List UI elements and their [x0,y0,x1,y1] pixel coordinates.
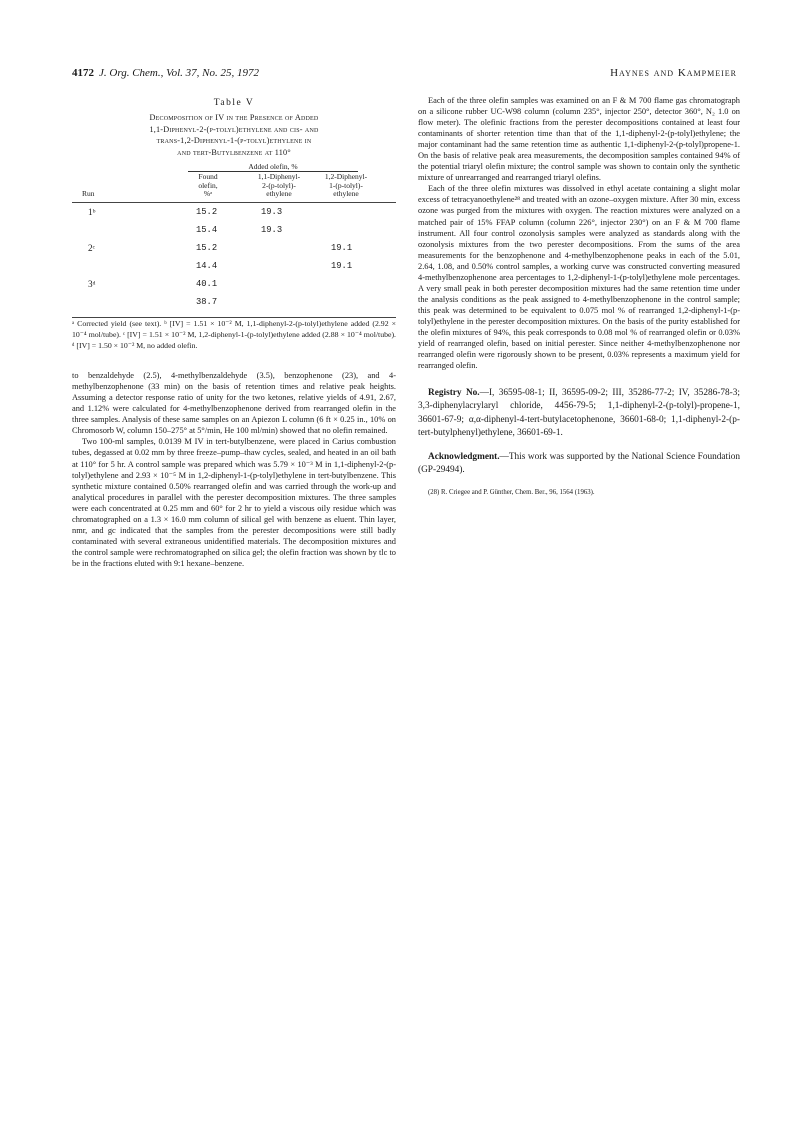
header-line: 1,1-Diphenyl- [257,172,301,182]
header-line: olefin, [198,180,218,190]
table-cell: 38.7 [196,297,218,308]
table-cell: 19.3 [261,207,283,218]
reference-28: (28) R. Criegee and P. Günther, Chem. Ber., 96, 1564 (1963). [428,489,595,497]
header-line: 2-(p-tolyl)- [262,180,296,190]
left-body-text [72,370,396,569]
col-header-found [180,173,236,199]
col-header-b [315,173,377,199]
caption-line: Decomposition of IV in the Presence of Added [149,113,319,122]
table-title: Table V [213,98,255,108]
right-column [418,95,740,498]
table-cell: 40.1 [196,279,218,290]
header-line: 1-(p-tolyl)- [329,180,363,190]
running-authors: Haynes and Kampmeier [610,67,737,79]
caption-line: and tert-Butylbenzene at 110° [177,147,291,157]
acknowledgment-text: —This work was supported by the National Science Foundation (GP-29494). [418,451,740,476]
span-header: Added olefin, % [188,162,358,172]
acknowledgment [418,451,740,477]
registry-text: —I, 36595-08-1; II, 36595-09-2; III, 35286-77-2; IV, 35286-78-3; 3,3-diphenylacrylaryl chloride, 4456-79-5; 1,1-diphenyl-2-(p-tolyl)-propene-1, 36601-67-9; α,α-diphenyl-4-tert-butylacetophenone, 36601-68-0; 1,1-diphenyl-2-(p-tert-butylphenyl)ethylene, 36601-69-1. [418,388,740,438]
paragraph: Each of the three olefin mixtures was dissolved in ethyl acetate containing a slight molar excess of tetracyanoethylene²⁸ and treated with an ozone–oxygen mixture. After 30 min, excess ozone was purged from the mixtures with oxygen. The reaction mixtures were analyzed on a matched pair of 15% FFAP column (column 226°, injector 230°) on an F & M 700 flame instrument. All four control ozonolysis samples were analyzed as standards along with the ozonolysis mixtures from the two perester decompositions. From the sums of the area measurements for the benzophenone and 4-methylbenzophenone peaks in each of the 5.01, 2.64, 1.08, and 0.50% control samples, a working curve was constructed converting measured 4-methylbenzophenone area percentages to 1,2-diphenyl-1-(p-tolyl)ethylene mole percentages. A very small peak in both perester decomposition mixtures had the same retention time under the analysis conditions as the peak assigned to 4-methylbenzophenone in the control sample; this peak was determined to be equivalent to 0.075 mol % of rearranged 1,2-diphenyl-1-(p-tolyl)ethylene in the perester decomposition mixtures. On the basis of the purity established for the olefin mixtures of 94%, this peak corresponds to 0.08 mol % of rearranged olefin or 0.03% yield of rearranged olefin, based on initial perester. Since neither 4-methylbenzophenone nor rearranged olefin were rigorously shown to be present, 0.03% represents a maximum yield for rearranged olefin. [418,184,740,371]
table-cell: 19.1 [331,261,353,272]
table-cell: 19.1 [331,243,353,254]
table-cell: 19.3 [261,225,283,236]
right-body-text [418,95,740,371]
registry-numbers [418,387,740,440]
page-header [72,67,737,83]
header-line: ethylene [333,189,359,199]
header-line: %ᵃ [203,189,213,199]
caption-line: trans-1,2-Diphenyl-1-(p-tolyl)ethylene in [156,136,312,146]
table-end-rule [72,317,396,318]
header-line: 1,2-Diphenyl- [324,172,368,182]
journal-citation: J. Org. Chem., Vol. 37, No. 25, 1972 [99,67,260,79]
table-cell: 2ᶜ [88,243,95,254]
table-cell: 1ᵇ [88,207,96,218]
table-cell: 15.2 [196,207,218,218]
table-cell: 3ᵈ [88,279,96,290]
page-number: 4172 [72,67,94,79]
col-header-a [248,173,310,199]
acknowledgment-label: Acknowledgment. [428,451,500,462]
table-cell: 15.4 [196,225,218,236]
header-line: Found [198,172,218,182]
paragraph: Two 100-ml samples, 0.0139 M IV in tert-butylbenzene, were placed in Carius combustion tubes, degassed at 0.02 mm by three freeze–pump–thaw cycles, sealed, and heated in an oil bath at 110° for 5 hr. A control sample was prepared which was 5.79 × 10⁻³ M in 1,1-diphenyl-2-(p-tolyl)ethylene and 2.93 × 10⁻⁵ M in 1,2-diphenyl-1-(p-tolyl)ethylene in tert-butylbenzene. This synthetic mixture contained 0.50% rearranged olefin and was carried through the work-up and analytical procedures in parallel with the perester decomposition mixtures. The three samples were each concentrated at 0.25 mm and 60° for 2 hr to yield a viscous oily residue which was chromatographed on a 1.3 × 16.0 mm column of silical gel with benzene as eluent. Thin layer, nmr, and gc indicated that the samples from the perester decompositions were still badly contaminated with several extraneous unidentified materials. The decomposition mixtures and the control sample were rechromatographed on silica gel; the olefin fraction was shown by tlc to be in the fractions eluted with 9:1 hexane–benzene. [72,437,396,568]
paragraph: to benzaldehyde (2.5), 4-methylbenzaldehyde (3.5), benzophenone (23), and 4-methylbenzophenone (33 min) on the basis of retention times and relative peak heights. Assuming a detector response ratio of unity for the two ketones, relative yields of 4.91, 2.67, and 1.12% were calculated for 4-methylbenzophenone derived from rearranged olefin in the three samples. Analysis of these same samples on an Apiezon L column (6 ft × 0.25 in., 10% on Chromosorb W, column 150–275° at 5°/min, He 100 ml/min) showed that no olefin remained. [72,371,396,436]
col-header-run: Run [82,189,95,199]
table-cell: 14.4 [196,261,218,272]
header-line: ethylene [266,189,292,199]
paragraph: Each of the three olefin samples was examined on an F & M 700 flame gas chromatograph on a silicone rubber UC-W98 column (column 235°, injector 250°, detector 360°, N₂ 1.0 on flow meter). The olefinic fractions from the perester decompositions contained at least four contaminants of shorter retention time than that of the 1,1-diphenyl-2-(p-tolyl)ethylene; the major contaminant had the same retention time as authentic 1,1-diphenyl-2-(p-tolyl)propene-1. On the basis of relative peak area measurements, the decomposition samples contained 94% of the potential triaryl olefin mixture; the control sample was shown to contain only the synthetic mixture of unrearranged and rearranged triaryl olefins. [418,96,740,183]
registry-label: Registry No. [428,388,480,399]
table-footnotes: ᵃ Corrected yield (see text). ᵇ [IV] = 1.51 × 10⁻² M, 1,1-diphenyl-2-(p-tolyl)ethylene added (2.92 × 10⁻⁴ mol/tube). ᶜ [IV] = 1.51 × 10⁻² M, 1,2-diphenyl-1-(p-tolyl)ethylene added (2.88 × 10⁻⁴ mol/tube). ᵈ [IV] = 1.50 × 10⁻² M, no added olefin. [72,319,396,350]
data-table [72,162,396,322]
table-caption [72,112,396,158]
table-rule [72,202,396,203]
caption-line: 1,1-Diphenyl-2-(p-tolyl)ethylene and cis- and [149,124,319,134]
table-cell: 15.2 [196,243,218,254]
left-column [72,95,396,569]
